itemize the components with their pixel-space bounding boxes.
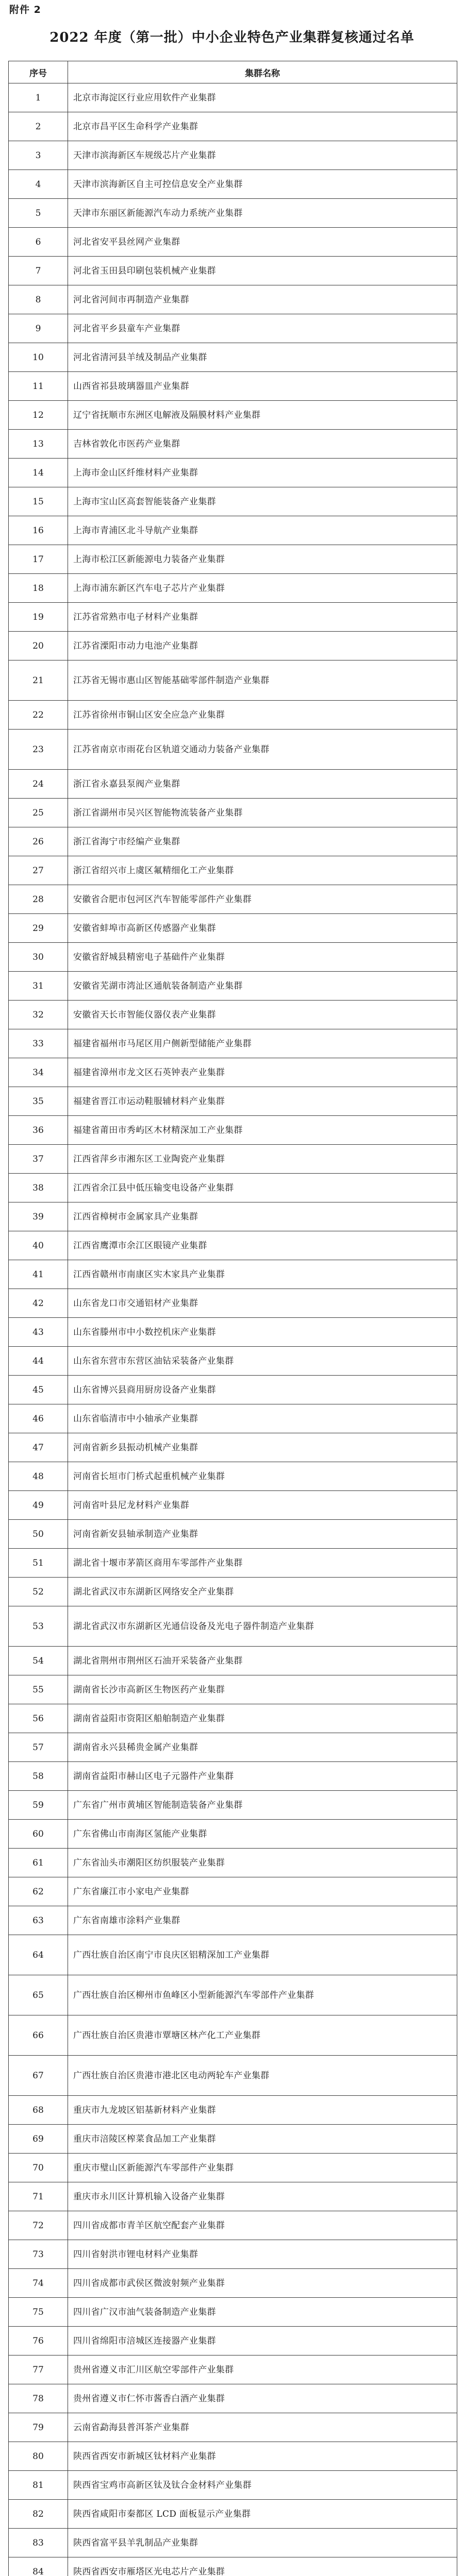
column-header-name: 集群名称 bbox=[68, 61, 457, 83]
row-number: 8 bbox=[9, 285, 68, 314]
cluster-name: 四川省广汉市油气装备制造产业集群 bbox=[68, 2298, 457, 2327]
table-row bbox=[9, 372, 457, 401]
row-number: 72 bbox=[9, 2211, 68, 2240]
page-title: 2022 年度（第一批）中小企业特色产业集群复核通过名单 bbox=[49, 30, 415, 45]
row-number: 76 bbox=[9, 2327, 68, 2355]
table-row bbox=[9, 799, 457, 827]
table-row bbox=[9, 516, 457, 545]
cluster-name: 山东省滕州市中小数控机床产业集群 bbox=[68, 1318, 457, 1347]
table-row bbox=[9, 1202, 457, 1231]
cluster-name: 湖北省武汉市东湖新区光通信设备及光电子器件制造产业集群 bbox=[68, 1606, 457, 1647]
row-number: 43 bbox=[9, 1318, 68, 1347]
cluster-name: 湖北省十堰市茅箭区商用车零部件产业集群 bbox=[68, 1549, 457, 1578]
cluster-name: 贵州省遵义市仁怀市酱香白酒产业集群 bbox=[68, 2384, 457, 2413]
row-number: 25 bbox=[9, 799, 68, 827]
row-number: 17 bbox=[9, 545, 68, 574]
row-number: 56 bbox=[9, 1704, 68, 1733]
cluster-name: 广东省广州市黄埔区智能制造装备产业集群 bbox=[68, 1791, 457, 1820]
table-row bbox=[9, 459, 457, 487]
cluster-name: 江苏省常熟市电子材料产业集群 bbox=[68, 603, 457, 632]
cluster-name: 河北省玉田县印刷包装机械产业集群 bbox=[68, 257, 457, 285]
row-number: 27 bbox=[9, 856, 68, 885]
row-number: 39 bbox=[9, 1202, 68, 1231]
table-row bbox=[9, 1975, 457, 2015]
table-row bbox=[9, 430, 457, 459]
table-row bbox=[9, 1433, 457, 1462]
row-number: 35 bbox=[9, 1087, 68, 1116]
row-number: 9 bbox=[9, 314, 68, 343]
table-row bbox=[9, 487, 457, 516]
cluster-name: 陕西省西安市新城区钛材料产业集群 bbox=[68, 2442, 457, 2471]
table-row bbox=[9, 632, 457, 660]
table-body bbox=[9, 83, 457, 2576]
table-row bbox=[9, 914, 457, 943]
cluster-name: 河南省叶县尼龙材料产业集群 bbox=[68, 1491, 457, 1520]
table-row bbox=[9, 1376, 457, 1404]
table-row bbox=[9, 1704, 457, 1733]
row-number: 40 bbox=[9, 1231, 68, 1260]
row-number: 42 bbox=[9, 1289, 68, 1318]
cluster-name: 广东省汕头市潮阳区纺织服装产业集群 bbox=[68, 1849, 457, 1877]
table-row bbox=[9, 2529, 457, 2557]
cluster-name: 天津市东丽区新能源汽车动力系统产业集群 bbox=[68, 199, 457, 228]
table-row bbox=[9, 1849, 457, 1877]
table-row bbox=[9, 1116, 457, 1145]
cluster-name: 上海市宝山区高套智能装备产业集群 bbox=[68, 487, 457, 516]
table-row bbox=[9, 1462, 457, 1491]
cluster-name: 福建省漳州市龙文区石英钟表产业集群 bbox=[68, 1058, 457, 1087]
row-number: 38 bbox=[9, 1174, 68, 1202]
cluster-name: 上海市浦东新区汽车电子芯片产业集群 bbox=[68, 574, 457, 603]
table-row bbox=[9, 2240, 457, 2269]
row-number: 30 bbox=[9, 943, 68, 972]
row-number: 82 bbox=[9, 2500, 68, 2529]
cluster-name: 河北省安平县丝网产业集群 bbox=[68, 228, 457, 257]
cluster-name: 湖南省益阳市赫山区电子元器件产业集群 bbox=[68, 1762, 457, 1791]
cluster-name: 江西省赣州市南康区实木家具产业集群 bbox=[68, 1260, 457, 1289]
table-row bbox=[9, 2500, 457, 2529]
table-row bbox=[9, 2182, 457, 2211]
table-row bbox=[9, 701, 457, 730]
table-row bbox=[9, 943, 457, 972]
table-row bbox=[9, 603, 457, 632]
table-row bbox=[9, 1174, 457, 1202]
row-number: 15 bbox=[9, 487, 68, 516]
table-row bbox=[9, 141, 457, 170]
cluster-name: 福建省福州市马尾区用户侧新型储能产业集群 bbox=[68, 1029, 457, 1058]
annex-label: 附件 2 bbox=[9, 4, 41, 15]
row-number: 1 bbox=[9, 83, 68, 112]
cluster-name: 重庆市璧山区新能源汽车零部件产业集群 bbox=[68, 2154, 457, 2182]
table-row bbox=[9, 1001, 457, 1029]
cluster-name: 山东省博兴县商用厨房设备产业集群 bbox=[68, 1376, 457, 1404]
row-number: 63 bbox=[9, 1906, 68, 1935]
table-row bbox=[9, 827, 457, 856]
row-number: 77 bbox=[9, 2355, 68, 2384]
table-row bbox=[9, 2125, 457, 2154]
row-number: 68 bbox=[9, 2096, 68, 2125]
cluster-name: 山东省龙口市交通铝材产业集群 bbox=[68, 1289, 457, 1318]
cluster-name: 四川省射洪市锂电材料产业集群 bbox=[68, 2240, 457, 2269]
cluster-name: 安徽省合肥市包河区汽车智能零部件产业集群 bbox=[68, 885, 457, 914]
row-number: 67 bbox=[9, 2056, 68, 2096]
cluster-name: 浙江省永嘉县泵阀产业集群 bbox=[68, 770, 457, 799]
row-number: 5 bbox=[9, 199, 68, 228]
row-number: 83 bbox=[9, 2529, 68, 2557]
table-row bbox=[9, 1231, 457, 1260]
cluster-name: 河北省平乡县童车产业集群 bbox=[68, 314, 457, 343]
cluster-name: 陕西省宝鸡市高新区钛及钛合金材料产业集群 bbox=[68, 2471, 457, 2500]
table-row bbox=[9, 2471, 457, 2500]
row-number: 47 bbox=[9, 1433, 68, 1462]
row-number: 53 bbox=[9, 1606, 68, 1647]
cluster-name: 江西省萍乡市湘东区工业陶瓷产业集群 bbox=[68, 1145, 457, 1174]
cluster-name: 安徽省天长市智能仪器仪表产业集群 bbox=[68, 1001, 457, 1029]
table-row bbox=[9, 2096, 457, 2125]
row-number: 33 bbox=[9, 1029, 68, 1058]
cluster-name: 江苏省徐州市铜山区安全应急产业集群 bbox=[68, 701, 457, 730]
cluster-name: 山东省临清市中小轴承产业集群 bbox=[68, 1404, 457, 1433]
row-number: 64 bbox=[9, 1935, 68, 1975]
cluster-name: 天津市滨海新区自主可控信息安全产业集群 bbox=[68, 170, 457, 199]
table-row bbox=[9, 1762, 457, 1791]
row-number: 6 bbox=[9, 228, 68, 257]
row-number: 28 bbox=[9, 885, 68, 914]
cluster-name: 山西省祁县玻璃器皿产业集群 bbox=[68, 372, 457, 401]
row-number: 80 bbox=[9, 2442, 68, 2471]
row-number: 16 bbox=[9, 516, 68, 545]
table-row bbox=[9, 660, 457, 701]
row-number: 59 bbox=[9, 1791, 68, 1820]
row-number: 24 bbox=[9, 770, 68, 799]
cluster-name: 广东省南雄市涂料产业集群 bbox=[68, 1906, 457, 1935]
table-row bbox=[9, 1549, 457, 1578]
cluster-name: 江西省余江县中低压输变电设备产业集群 bbox=[68, 1174, 457, 1202]
table-row bbox=[9, 972, 457, 1001]
table-row bbox=[9, 2327, 457, 2355]
table-row bbox=[9, 856, 457, 885]
row-number: 22 bbox=[9, 701, 68, 730]
row-number: 12 bbox=[9, 401, 68, 430]
table-row bbox=[9, 1289, 457, 1318]
table-row bbox=[9, 2056, 457, 2096]
row-number: 50 bbox=[9, 1520, 68, 1549]
cluster-name: 湖南省永兴县稀贵金属产业集群 bbox=[68, 1733, 457, 1762]
table-row bbox=[9, 730, 457, 770]
cluster-name: 广西壮族自治区南宁市良庆区铝精深加工产业集群 bbox=[68, 1935, 457, 1975]
row-number: 11 bbox=[9, 372, 68, 401]
table-row bbox=[9, 285, 457, 314]
cluster-name: 重庆市永川区计算机输入设备产业集群 bbox=[68, 2182, 457, 2211]
table-row bbox=[9, 1820, 457, 1849]
row-number: 18 bbox=[9, 574, 68, 603]
table-row bbox=[9, 1087, 457, 1116]
row-number: 58 bbox=[9, 1762, 68, 1791]
row-number: 19 bbox=[9, 603, 68, 632]
table-row bbox=[9, 2413, 457, 2442]
table-row bbox=[9, 2355, 457, 2384]
table-row bbox=[9, 1145, 457, 1174]
cluster-name: 河北省河间市再制造产业集群 bbox=[68, 285, 457, 314]
row-number: 26 bbox=[9, 827, 68, 856]
cluster-name: 山东省东营市东营区油钻采装备产业集群 bbox=[68, 1347, 457, 1376]
row-number: 51 bbox=[9, 1549, 68, 1578]
table-row bbox=[9, 1906, 457, 1935]
cluster-name: 河南省新乡县振动机械产业集群 bbox=[68, 1433, 457, 1462]
cluster-name: 北京市海淀区行业应用软件产业集群 bbox=[68, 83, 457, 112]
cluster-name: 陕西省咸阳市秦都区 LCD 面板显示产业集群 bbox=[68, 2500, 457, 2529]
cluster-name: 四川省成都市武侯区微波射频产业集群 bbox=[68, 2269, 457, 2298]
table-row bbox=[9, 1578, 457, 1606]
row-number: 70 bbox=[9, 2154, 68, 2182]
row-number: 65 bbox=[9, 1975, 68, 2015]
cluster-name: 江苏省溧阳市动力电池产业集群 bbox=[68, 632, 457, 660]
row-number: 20 bbox=[9, 632, 68, 660]
row-number: 41 bbox=[9, 1260, 68, 1289]
row-number: 74 bbox=[9, 2269, 68, 2298]
table-row bbox=[9, 257, 457, 285]
row-number: 52 bbox=[9, 1578, 68, 1606]
cluster-name: 浙江省绍兴市上虞区氟精细化工产业集群 bbox=[68, 856, 457, 885]
table-row bbox=[9, 2211, 457, 2240]
table-row bbox=[9, 1347, 457, 1376]
cluster-name: 河北省清河县羊绒及制品产业集群 bbox=[68, 343, 457, 372]
table-row bbox=[9, 574, 457, 603]
cluster-name: 安徽省芜湖市湾沚区通航装备制造产业集群 bbox=[68, 972, 457, 1001]
row-number: 75 bbox=[9, 2298, 68, 2327]
table-row bbox=[9, 1791, 457, 1820]
row-number: 45 bbox=[9, 1376, 68, 1404]
cluster-name: 福建省晋江市运动鞋服辅材料产业集群 bbox=[68, 1087, 457, 1116]
cluster-name: 陕西省富平县羊乳制品产业集群 bbox=[68, 2529, 457, 2557]
table-row bbox=[9, 2384, 457, 2413]
cluster-name: 重庆市涪陵区榨菜食品加工产业集群 bbox=[68, 2125, 457, 2154]
table-row bbox=[9, 1733, 457, 1762]
row-number: 7 bbox=[9, 257, 68, 285]
row-number: 79 bbox=[9, 2413, 68, 2442]
cluster-name: 福建省莆田市秀屿区木材精深加工产业集群 bbox=[68, 1116, 457, 1145]
cluster-name: 天津市滨海新区车规级芯片产业集群 bbox=[68, 141, 457, 170]
row-number: 37 bbox=[9, 1145, 68, 1174]
row-number: 2 bbox=[9, 112, 68, 141]
table-row bbox=[9, 1058, 457, 1087]
row-number: 55 bbox=[9, 1675, 68, 1704]
cluster-name: 广东省廉江市小家电产业集群 bbox=[68, 1877, 457, 1906]
row-number: 29 bbox=[9, 914, 68, 943]
table-row bbox=[9, 2154, 457, 2182]
table-row bbox=[9, 545, 457, 574]
cluster-name: 吉林省敦化市医药产业集群 bbox=[68, 430, 457, 459]
row-number: 60 bbox=[9, 1820, 68, 1849]
cluster-name: 四川省成都市青羊区航空配套产业集群 bbox=[68, 2211, 457, 2240]
cluster-name: 江西省鹰潭市余江区眼镜产业集群 bbox=[68, 1231, 457, 1260]
cluster-name: 广西壮族自治区贵港市覃塘区林产化工产业集群 bbox=[68, 2015, 457, 2056]
cluster-name: 湖北省武汉市东湖新区网络安全产业集群 bbox=[68, 1578, 457, 1606]
row-number: 57 bbox=[9, 1733, 68, 1762]
table-row bbox=[9, 1404, 457, 1433]
cluster-name: 河南省新安县轴承制造产业集群 bbox=[68, 1520, 457, 1549]
row-number: 4 bbox=[9, 170, 68, 199]
table-row bbox=[9, 401, 457, 430]
cluster-name: 云南省勐海县普洱茶产业集群 bbox=[68, 2413, 457, 2442]
row-number: 71 bbox=[9, 2182, 68, 2211]
row-number: 34 bbox=[9, 1058, 68, 1087]
cluster-name: 河南省长垣市门桥式起重机械产业集群 bbox=[68, 1462, 457, 1491]
table-row bbox=[9, 1029, 457, 1058]
row-number: 14 bbox=[9, 459, 68, 487]
row-number: 73 bbox=[9, 2240, 68, 2269]
row-number: 21 bbox=[9, 660, 68, 701]
table-row bbox=[9, 170, 457, 199]
row-number: 62 bbox=[9, 1877, 68, 1906]
cluster-name: 广东省佛山市南海区氢能产业集群 bbox=[68, 1820, 457, 1849]
table-row bbox=[9, 228, 457, 257]
table-row bbox=[9, 1491, 457, 1520]
table-row bbox=[9, 83, 457, 112]
row-number: 54 bbox=[9, 1647, 68, 1675]
cluster-name: 江西省樟树市金属家具产业集群 bbox=[68, 1202, 457, 1231]
table-row bbox=[9, 1935, 457, 1975]
cluster-name: 上海市松江区新能源电力装备产业集群 bbox=[68, 545, 457, 574]
table-row bbox=[9, 314, 457, 343]
row-number: 81 bbox=[9, 2471, 68, 2500]
cluster-name: 安徽省舒城县精密电子基础件产业集群 bbox=[68, 943, 457, 972]
table-row bbox=[9, 2269, 457, 2298]
cluster-name: 贵州省遵义市汇川区航空零部件产业集群 bbox=[68, 2355, 457, 2384]
column-header-number: 序号 bbox=[9, 61, 68, 83]
row-number: 32 bbox=[9, 1001, 68, 1029]
table-header-row bbox=[9, 61, 457, 83]
row-number: 10 bbox=[9, 343, 68, 372]
cluster-name: 湖南省长沙市高新区生物医药产业集群 bbox=[68, 1675, 457, 1704]
cluster-name: 辽宁省抚顺市东洲区电解液及隔膜材料产业集群 bbox=[68, 401, 457, 430]
table-row bbox=[9, 770, 457, 799]
cluster-name: 浙江省湖州市吴兴区智能物流装备产业集群 bbox=[68, 799, 457, 827]
cluster-name: 广西壮族自治区柳州市鱼峰区小型新能源汽车零部件产业集群 bbox=[68, 1975, 457, 2015]
row-number: 78 bbox=[9, 2384, 68, 2413]
row-number: 44 bbox=[9, 1347, 68, 1376]
table-row bbox=[9, 1877, 457, 1906]
cluster-name: 广西壮族自治区贵港市港北区电动两轮车产业集群 bbox=[68, 2056, 457, 2096]
cluster-name: 陕西省西安市雁塔区光电芯片产业集群 bbox=[68, 2557, 457, 2576]
cluster-name: 江苏省无锡市惠山区智能基础零部件制造产业集群 bbox=[68, 660, 457, 701]
row-number: 49 bbox=[9, 1491, 68, 1520]
row-number: 48 bbox=[9, 1462, 68, 1491]
table-row bbox=[9, 2298, 457, 2327]
row-number: 23 bbox=[9, 730, 68, 770]
row-number: 36 bbox=[9, 1116, 68, 1145]
row-number: 31 bbox=[9, 972, 68, 1001]
table-row bbox=[9, 1260, 457, 1289]
row-number: 66 bbox=[9, 2015, 68, 2056]
cluster-name: 湖北省荆州市荆州区石油开采装备产业集群 bbox=[68, 1647, 457, 1675]
cluster-name: 重庆市九龙坡区铝基新材料产业集群 bbox=[68, 2096, 457, 2125]
table-row bbox=[9, 112, 457, 141]
row-number: 84 bbox=[9, 2557, 68, 2576]
table-row bbox=[9, 2557, 457, 2576]
cluster-name: 湖南省益阳市资阳区船舶制造产业集群 bbox=[68, 1704, 457, 1733]
table-row bbox=[9, 343, 457, 372]
cluster-name: 北京市昌平区生命科学产业集群 bbox=[68, 112, 457, 141]
cluster-name: 浙江省海宁市经编产业集群 bbox=[68, 827, 457, 856]
table-row bbox=[9, 199, 457, 228]
table-row bbox=[9, 885, 457, 914]
table-row bbox=[9, 1606, 457, 1647]
row-number: 3 bbox=[9, 141, 68, 170]
cluster-name: 安徽省蚌埠市高新区传感器产业集群 bbox=[68, 914, 457, 943]
row-number: 69 bbox=[9, 2125, 68, 2154]
table-row bbox=[9, 1675, 457, 1704]
cluster-name: 上海市金山区纤维材料产业集群 bbox=[68, 459, 457, 487]
cluster-name: 上海市青浦区北斗导航产业集群 bbox=[68, 516, 457, 545]
cluster-table bbox=[8, 61, 457, 2576]
row-number: 61 bbox=[9, 1849, 68, 1877]
table-row bbox=[9, 2015, 457, 2056]
row-number: 46 bbox=[9, 1404, 68, 1433]
table-row bbox=[9, 1520, 457, 1549]
row-number: 13 bbox=[9, 430, 68, 459]
table-row bbox=[9, 1318, 457, 1347]
cluster-name: 四川省绵阳市涪城区连接器产业集群 bbox=[68, 2327, 457, 2355]
table-row bbox=[9, 2442, 457, 2471]
cluster-name: 江苏省南京市雨花台区轨道交通动力装备产业集群 bbox=[68, 730, 457, 770]
table-row bbox=[9, 1647, 457, 1675]
